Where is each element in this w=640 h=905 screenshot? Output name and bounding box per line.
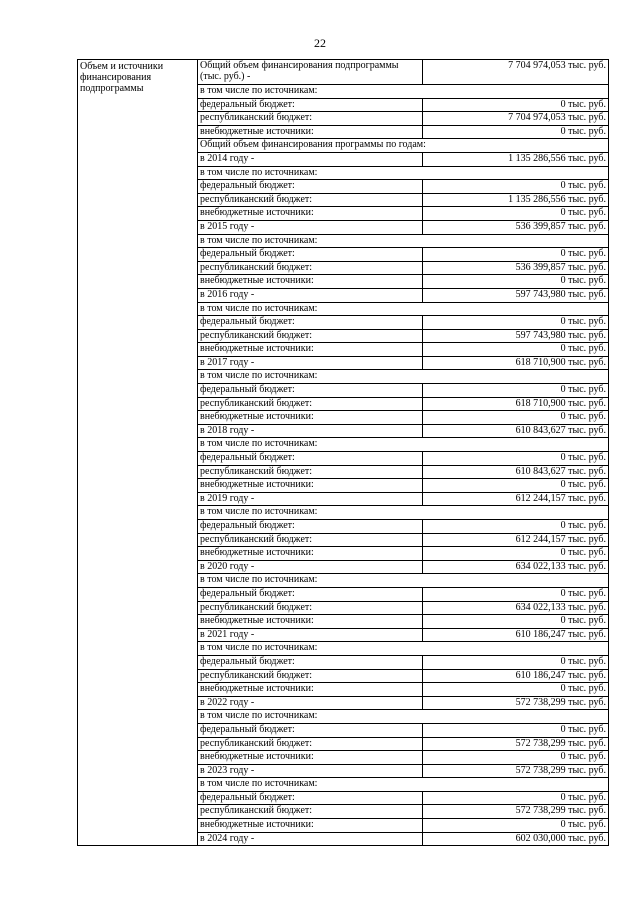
sources-heading: в том числе по источникам: [198, 506, 609, 520]
extra-label: внебюджетные источники: [198, 411, 423, 425]
extra-label: внебюджетные источники: [198, 275, 423, 289]
federal-label: федеральный бюджет: [198, 248, 423, 262]
republic-label: республиканский бюджет: [198, 397, 423, 411]
federal-value: 0 тыс. руб. [423, 316, 609, 330]
sources-heading: в том числе по источникам: [198, 302, 609, 316]
source-value: 7 704 974,053 тыс. руб. [423, 112, 609, 126]
extra-value: 0 тыс. руб. [423, 547, 609, 561]
sources-heading: в том числе по источникам: [198, 778, 609, 792]
section-label: Объем и источники финансирования подпрограммы [78, 60, 198, 846]
republic-label: республиканский бюджет: [198, 601, 423, 615]
financing-table [77, 59, 609, 846]
year-value: 618 710,900 тыс. руб. [423, 356, 609, 370]
republic-label: республиканский бюджет: [198, 805, 423, 819]
republic-label: республиканский бюджет: [198, 737, 423, 751]
year-value: 634 022,133 тыс. руб. [423, 560, 609, 574]
year-value: 536 399,857 тыс. руб. [423, 220, 609, 234]
source-value: 0 тыс. руб. [423, 98, 609, 112]
years-heading: Общий объем финансирования программы по годам: [198, 139, 609, 153]
sources-heading: в том числе по источникам: [198, 642, 609, 656]
year-label: в 2021 году - [198, 628, 423, 642]
source-label: внебюджетные источники: [198, 125, 423, 139]
federal-value: 0 тыс. руб. [423, 384, 609, 398]
extra-value: 0 тыс. руб. [423, 479, 609, 493]
republic-value: 634 022,133 тыс. руб. [423, 601, 609, 615]
republic-label: республиканский бюджет: [198, 533, 423, 547]
extra-label: внебюджетные источники: [198, 615, 423, 629]
source-label: федеральный бюджет: [198, 98, 423, 112]
year-label: в 2022 году - [198, 696, 423, 710]
federal-label: федеральный бюджет: [198, 520, 423, 534]
federal-label: федеральный бюджет: [198, 316, 423, 330]
republic-label: республиканский бюджет: [198, 261, 423, 275]
republic-value: 1 135 286,556 тыс. руб. [423, 193, 609, 207]
extra-value: 0 тыс. руб. [423, 615, 609, 629]
federal-value: 0 тыс. руб. [423, 520, 609, 534]
sources-heading: в том числе по источникам: [198, 438, 609, 452]
republic-label: республиканский бюджет: [198, 465, 423, 479]
republic-value: 572 738,299 тыс. руб. [423, 805, 609, 819]
year-label: в 2018 году - [198, 424, 423, 438]
extra-value: 0 тыс. руб. [423, 751, 609, 765]
republic-value: 610 843,627 тыс. руб. [423, 465, 609, 479]
extra-label: внебюджетные источники: [198, 547, 423, 561]
republic-label: республиканский бюджет: [198, 669, 423, 683]
extra-label: внебюджетные источники: [198, 819, 423, 833]
republic-value: 612 244,157 тыс. руб. [423, 533, 609, 547]
sources-heading: в том числе по источникам: [198, 370, 609, 384]
federal-label: федеральный бюджет: [198, 791, 423, 805]
sources-heading: в том числе по источникам: [198, 85, 609, 99]
year-value: 612 244,157 тыс. руб. [423, 492, 609, 506]
source-label: республиканский бюджет: [198, 112, 423, 126]
federal-label: федеральный бюджет: [198, 384, 423, 398]
federal-value: 0 тыс. руб. [423, 180, 609, 194]
sources-heading: в том числе по источникам: [198, 574, 609, 588]
year-label: в 2015 году - [198, 220, 423, 234]
federal-label: федеральный бюджет: [198, 452, 423, 466]
sources-heading: в том числе по источникам: [198, 166, 609, 180]
republic-value: 572 738,299 тыс. руб. [423, 737, 609, 751]
sources-heading: в том числе по источникам: [198, 234, 609, 248]
extra-label: внебюджетные источники: [198, 479, 423, 493]
extra-value: 0 тыс. руб. [423, 819, 609, 833]
extra-label: внебюджетные источники: [198, 751, 423, 765]
table-row [78, 60, 609, 85]
year-value: 602 030,000 тыс. руб. [423, 832, 609, 846]
sources-heading: в том числе по источникам: [198, 710, 609, 724]
federal-label: федеральный бюджет: [198, 655, 423, 669]
republic-value: 597 743,980 тыс. руб. [423, 329, 609, 343]
federal-label: федеральный бюджет: [198, 723, 423, 737]
year-label: в 2016 году - [198, 288, 423, 302]
year-value: 572 738,299 тыс. руб. [423, 764, 609, 778]
year-label: в 2014 году - [198, 152, 423, 166]
year-value: 1 135 286,556 тыс. руб. [423, 152, 609, 166]
extra-label: внебюджетные источники: [198, 207, 423, 221]
republic-value: 610 186,247 тыс. руб. [423, 669, 609, 683]
year-label: в 2017 году - [198, 356, 423, 370]
total-value: 7 704 974,053 тыс. руб. [423, 60, 609, 85]
republic-value: 618 710,900 тыс. руб. [423, 397, 609, 411]
extra-label: внебюджетные источники: [198, 683, 423, 697]
financing-table-body [78, 60, 609, 846]
year-label: в 2024 году - [198, 832, 423, 846]
extra-value: 0 тыс. руб. [423, 683, 609, 697]
federal-value: 0 тыс. руб. [423, 723, 609, 737]
federal-value: 0 тыс. руб. [423, 791, 609, 805]
extra-value: 0 тыс. руб. [423, 343, 609, 357]
extra-value: 0 тыс. руб. [423, 411, 609, 425]
federal-label: федеральный бюджет: [198, 180, 423, 194]
republic-label: республиканский бюджет: [198, 193, 423, 207]
republic-label: республиканский бюджет: [198, 329, 423, 343]
federal-value: 0 тыс. руб. [423, 452, 609, 466]
year-label: в 2020 году - [198, 560, 423, 574]
federal-label: федеральный бюджет: [198, 587, 423, 601]
year-value: 610 186,247 тыс. руб. [423, 628, 609, 642]
year-label: в 2023 году - [198, 764, 423, 778]
year-value: 572 738,299 тыс. руб. [423, 696, 609, 710]
year-label: в 2019 году - [198, 492, 423, 506]
federal-value: 0 тыс. руб. [423, 248, 609, 262]
year-value: 597 743,980 тыс. руб. [423, 288, 609, 302]
federal-value: 0 тыс. руб. [423, 587, 609, 601]
total-label: Общий объем финансирования подпрограммы (тыс. руб.) - [198, 60, 423, 85]
extra-value: 0 тыс. руб. [423, 275, 609, 289]
extra-label: внебюджетные источники: [198, 343, 423, 357]
page-number: 22 [314, 36, 326, 50]
republic-value: 536 399,857 тыс. руб. [423, 261, 609, 275]
federal-value: 0 тыс. руб. [423, 655, 609, 669]
year-value: 610 843,627 тыс. руб. [423, 424, 609, 438]
source-value: 0 тыс. руб. [423, 125, 609, 139]
extra-value: 0 тыс. руб. [423, 207, 609, 221]
